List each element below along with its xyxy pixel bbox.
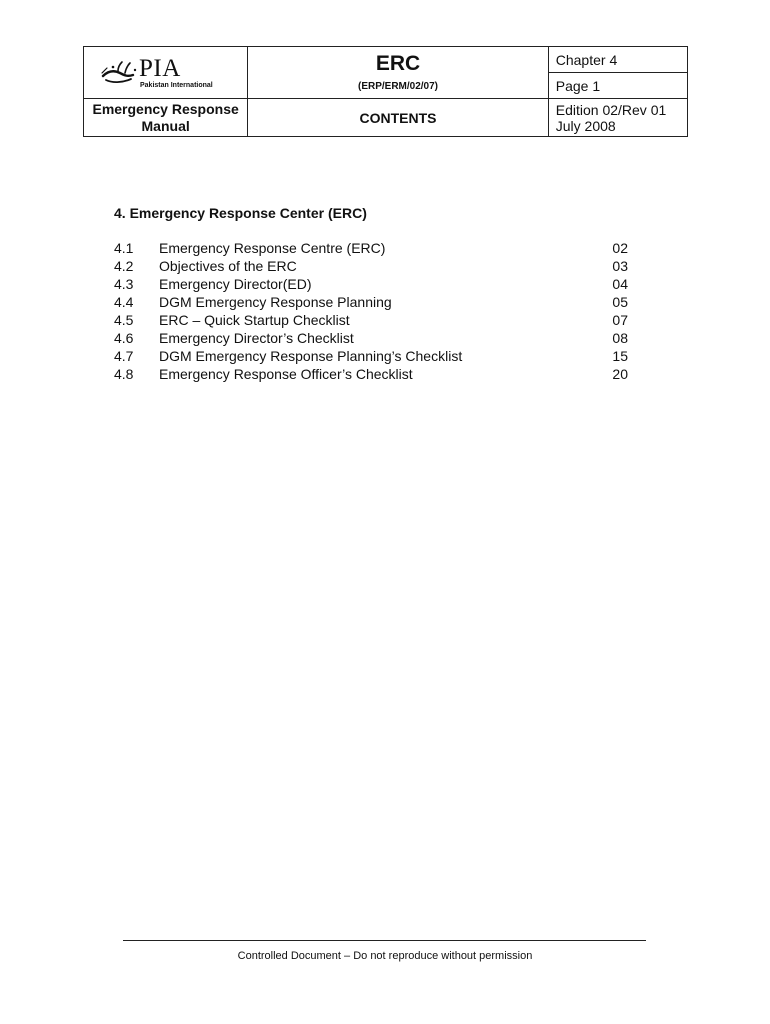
toc-item-title: DGM Emergency Response Planning (159, 294, 392, 310)
logo-wordmark: PIA (139, 55, 181, 82)
toc-item-number: 4.4 (114, 294, 134, 310)
logo-subtitle: Pakistan International (140, 82, 213, 89)
document-header (83, 46, 688, 137)
toc-item (114, 311, 634, 329)
toc-item (114, 365, 634, 383)
page-label: Page 1 (548, 73, 687, 99)
toc-item-number: 4.6 (114, 330, 134, 346)
footer-notice: Controlled Document – Do not reproduce without permission (237, 950, 533, 962)
toc-item-page: 03 (612, 258, 628, 274)
toc-item (114, 293, 634, 311)
toc-item-page: 20 (612, 366, 628, 382)
edition-info (548, 99, 687, 137)
toc-item-number: 4.1 (114, 240, 134, 256)
toc-item-title: Objectives of the ERC (159, 258, 297, 274)
toc-item-page: 15 (612, 348, 628, 364)
manual-name: Emergency Response Manual (84, 99, 248, 137)
chapter-label: Chapter 4 (548, 47, 687, 73)
toc-item-title: ERC – Quick Startup Checklist (159, 312, 350, 328)
toc-item-title: Emergency Response Centre (ERC) (159, 240, 386, 256)
edition-date: July 2008 (555, 117, 616, 134)
document-title: ERC (375, 52, 421, 75)
toc-item-page: 02 (612, 240, 628, 256)
toc-item-page: 07 (612, 312, 628, 328)
pia-calligraphy-icon (100, 59, 140, 85)
toc-item (114, 275, 634, 293)
section-heading: 4. Emergency Response Center (ERC) (114, 205, 367, 221)
table-of-contents (114, 239, 634, 383)
toc-item-number: 4.3 (114, 276, 134, 292)
toc-item-title: Emergency Director’s Checklist (159, 330, 354, 346)
logo-cell (84, 47, 248, 99)
toc-item-title: Emergency Director(ED) (159, 276, 312, 292)
toc-item (114, 347, 634, 365)
edition-label: Edition 02/Rev 01 (555, 101, 667, 118)
pia-logo (100, 55, 230, 91)
toc-item-number: 4.8 (114, 366, 134, 382)
toc-item-page: 05 (612, 294, 628, 310)
footer-divider (123, 940, 646, 941)
toc-item (114, 257, 634, 275)
toc-item-number: 4.5 (114, 312, 134, 328)
toc-item (114, 239, 634, 257)
toc-item (114, 329, 634, 347)
toc-item-number: 4.2 (114, 258, 134, 274)
toc-item-title: DGM Emergency Response Planning’s Checklist (159, 348, 463, 364)
toc-item-page: 08 (612, 330, 628, 346)
document-code: (ERP/ERM/02/07) (357, 81, 439, 92)
toc-item-page: 04 (612, 276, 628, 292)
section-label: CONTENTS (248, 99, 548, 137)
title-cell (248, 47, 548, 99)
toc-item-number: 4.7 (114, 348, 134, 364)
toc-item-title: Emergency Response Officer’s Checklist (159, 366, 413, 382)
